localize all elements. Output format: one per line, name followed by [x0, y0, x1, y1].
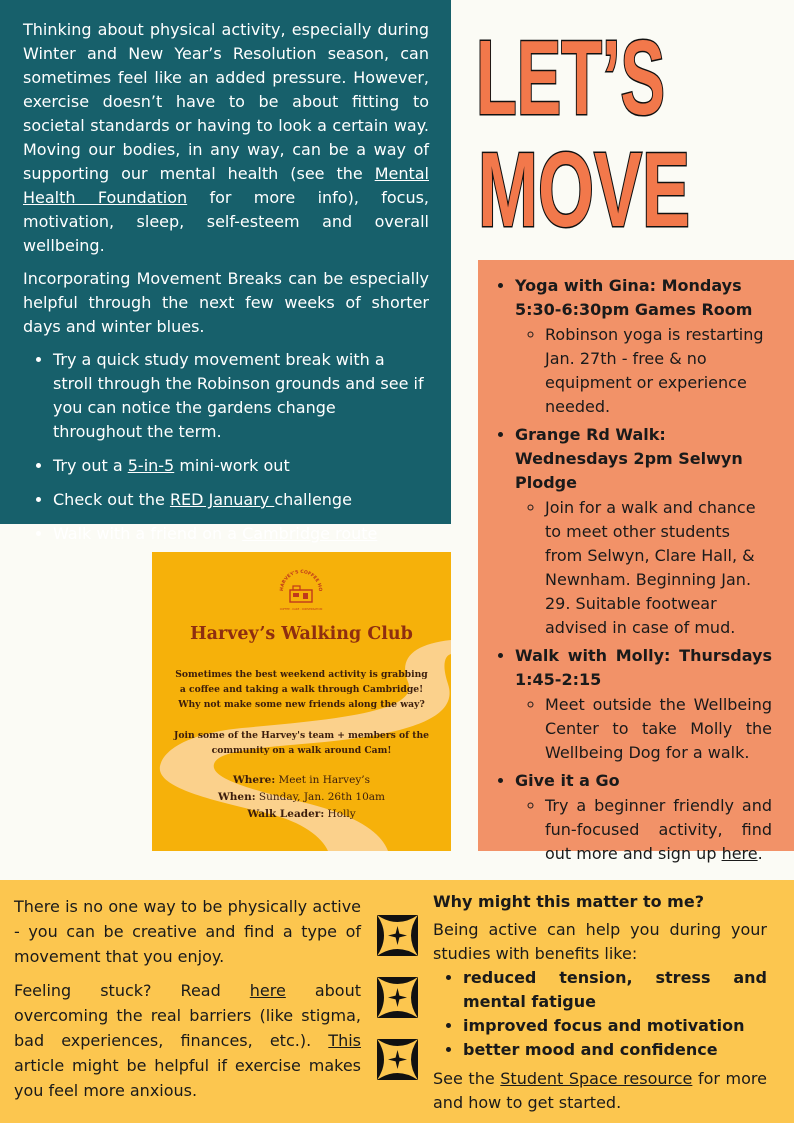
anxiety-article-link[interactable]: This: [328, 1031, 361, 1050]
list-item: • Walk with a friend on a Cambridge route: [53, 522, 429, 546]
intro-panel: [0, 0, 451, 543]
activity-description: ◦ Try a beginner friendly and fun-focused activity, find out more and sign up here.: [545, 794, 772, 866]
student-space-link[interactable]: Student Space resource: [500, 1069, 693, 1088]
flyer-body-2: Join some of the Harvey's team + members of the community on a walk around Cam!: [173, 730, 429, 756]
list-item: • Check out the RED January challenge: [53, 488, 429, 512]
sparkle-icon: [377, 1039, 418, 1080]
title-line-1: LET’S: [476, 22, 665, 137]
activities-panel: [478, 260, 794, 863]
flyer-leader: Walk Leader: Holly: [247, 808, 356, 820]
flyer-details: [152, 772, 451, 823]
movement-tips-list: [23, 348, 429, 546]
intro-paragraph-2: Incorporating Movement Breaks can be especially helpful through the next few weeks of shorter days and winter blues.: [23, 269, 429, 336]
title-line-2: MOVE: [478, 131, 690, 238]
benefits-outro: See the Student Space resource for more and how to get started.: [433, 1069, 767, 1112]
benefits-list: [433, 966, 767, 1062]
intro-paragraph-1: Thinking about physical activity, especially during Winter and New Year’s Resolution season, can sometimes feel like an added pressure. However, exercise doesn’t have to be about fitting to societal standards or having to look a certain way. Moving our bodies, in any way, can be a way of supporting our mental health (see the Mental Health Foundation for more info), focus, motivation, sleep, self-esteem and overall wellbeing.: [23, 20, 430, 255]
flyer-where: Where: Meet in Harvey’s: [233, 774, 370, 786]
page-title: [476, 22, 786, 238]
activity-yoga: [515, 274, 772, 419]
list-item: • reduced tension, stress and mental fatigue: [463, 966, 767, 1014]
list-item: • better mood and confidence: [463, 1038, 767, 1062]
flyer-title: Harvey’s Walking Club: [190, 624, 413, 644]
activity-description: ◦ Robinson yoga is restarting Jan. 27th - free & no equipment or experience needed.: [545, 323, 772, 419]
bottom-paragraph-1: There is no one way to be physically active - you can be creative and find a type of movement that you enjoy.: [14, 897, 361, 966]
list-item: • Try out a 5-in-5 mini-work out: [53, 454, 429, 478]
activity-heading: Walk with Molly: Thursdays 1:45-2:15: [515, 646, 772, 689]
red-january-link[interactable]: RED January: [169, 490, 275, 509]
cambridge-route-link[interactable]: Cambridge route: [242, 524, 378, 543]
bottom-paragraph-2: Feeling stuck? Read here about overcoming the real barriers (like stigma, bad experiences, finances, etc.). This article might be helpful if exercise makes you feel more anxious.: [14, 981, 362, 1100]
harveys-walking-club-flyer: [152, 552, 451, 851]
barriers-here-link[interactable]: here: [249, 981, 286, 1000]
why-matter-heading: Why might this matter to me?: [433, 892, 704, 911]
activity-heading: Grange Rd Walk: Wednesdays 2pm Selwyn Plodge: [515, 425, 743, 492]
flyer-body-1: Sometimes the best weekend activity is grabbing a coffee and taking a walk through Cambridge! Why not make some new friends along the way?: [175, 669, 428, 710]
activity-description: ◦ Join for a walk and chance to meet other students from Selwyn, Clare Hall, & Newnham. Beginning Jan. 29. Suitable footwear advised in case of mud.: [545, 496, 772, 640]
bottom-left-text: [14, 894, 361, 1112]
activity-heading: Give it a Go: [515, 771, 620, 790]
list-item: • Try a quick study movement break with a stroll through the Robinson grounds and see if you can notice the gardens change throughout the term.: [53, 348, 429, 444]
five-in-five-link[interactable]: 5-in-5: [127, 456, 175, 475]
svg-text:COFFEE · CAKE · CONVERSATION: COFFEE · CAKE · CONVERSATION: [279, 608, 323, 611]
mental-health-foundation-link[interactable]: Mental Health Foundation: [23, 164, 429, 207]
sparkle-icon: [377, 977, 418, 1018]
sign-up-here-link[interactable]: here: [721, 844, 758, 863]
activity-heading: Yoga with Gina: Mondays 5:30-6:30pm Games Room: [515, 276, 753, 319]
activity-give-it-a-go: [515, 769, 772, 866]
activities-list: [495, 274, 772, 866]
harveys-logo: [276, 566, 326, 616]
sparkle-icon: [377, 915, 418, 956]
flyer-when: When: Sunday, Jan. 26th 10am: [217, 791, 386, 803]
activity-description: ◦ Meet outside the Wellbeing Center to take Molly the Wellbeing Dog for a walk.: [545, 693, 772, 765]
activity-grange-walk: [515, 423, 772, 640]
activity-molly-walk: [515, 644, 772, 765]
bottom-panel: [0, 880, 794, 1123]
decorative-stars: [377, 915, 418, 1101]
benefits-intro: Being active can help you during your studies with benefits like:: [433, 920, 767, 963]
bottom-right-text: [433, 890, 767, 1115]
svg-text:HARVEY'S COFFEE HOUSE: HARVEY'S COFFEE HO: [279, 569, 323, 592]
list-item: • improved focus and motivation: [463, 1014, 767, 1038]
